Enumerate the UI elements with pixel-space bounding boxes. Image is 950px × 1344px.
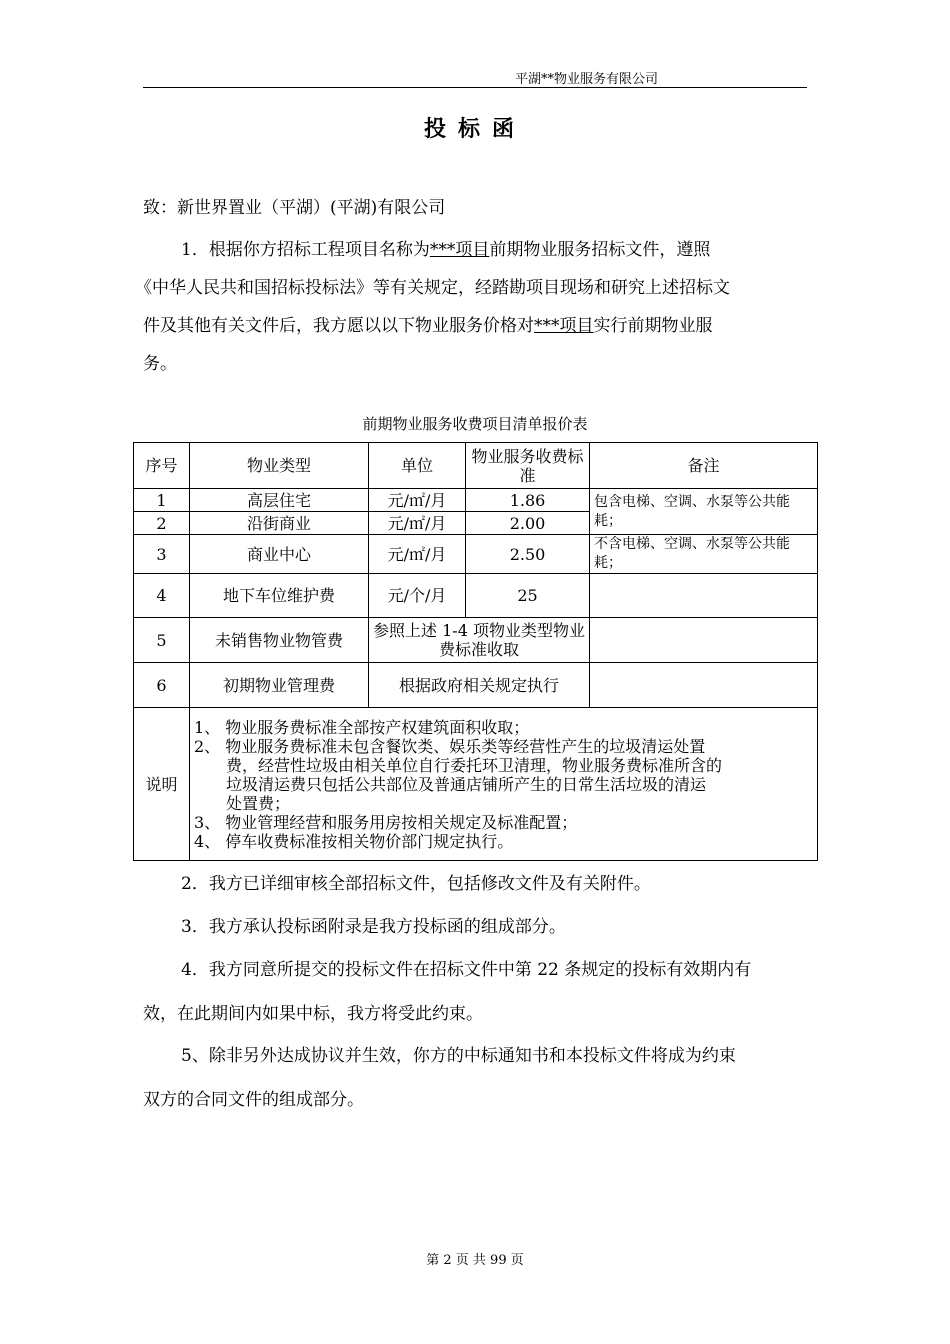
table-row: [134, 574, 818, 618]
row-no: 3: [134, 535, 190, 574]
paragraph-2: 2．我方已详细审核全部招标文件，包括修改文件及有关附件。: [181, 874, 651, 894]
paragraph-1: [135, 231, 730, 383]
paragraph-4-line-2: 效，在此期间内如果中标，我方将受此约束。: [143, 1004, 483, 1024]
table-row: [134, 663, 818, 708]
header-company: 平湖**物业服务有限公司: [515, 72, 659, 87]
table-header-row: [134, 443, 818, 489]
paragraph-1-line-1: [143, 231, 730, 269]
paragraph-3: 3．我方承认投标函附录是我方投标函的组成部分。: [181, 917, 566, 937]
remark-item-cont: 费，经营性垃圾由相关单位自行委托环卫清理，物业服务费标准所含的: [226, 755, 723, 775]
paragraph-1-line-3: [143, 307, 730, 345]
remark-item: 4、 停车收费标准按相关物价部门规定执行。: [194, 831, 514, 851]
row-no: 5: [134, 618, 190, 663]
remark-item-cont: 处置费；: [226, 793, 291, 813]
row-type: 商业中心: [190, 535, 369, 574]
row-type: 初期物业管理费: [190, 663, 369, 708]
row-merged-standard: 参照上述 1-4 项物业类型物业费标准收取: [369, 618, 590, 663]
row-type: 地下车位维护费: [190, 574, 369, 618]
paragraph-4: [143, 951, 751, 1033]
row-unit: 元/个/月: [369, 574, 466, 618]
row-type: 未销售物业物管费: [190, 618, 369, 663]
table-row: [134, 535, 818, 574]
row-merged-standard: 根据政府相关规定执行: [369, 663, 590, 708]
row-no: 6: [134, 663, 190, 708]
p1-l1-pre: 1．根据你方招标工程项目名称为: [181, 240, 430, 260]
row-std: 2.00: [466, 512, 590, 535]
row-unit: 元/㎡/月: [369, 489, 466, 512]
remark-item: 2、 物业服务费标准未包含餐饮类、娱乐类等经营性产生的垃圾清运处置: [194, 736, 706, 756]
p1-l3-pre: 件及其他有关文件后，我方愿以以下物业服务价格对: [143, 316, 534, 336]
remarks-list: [190, 708, 818, 861]
table-caption: 前期物业服务收费项目清单报价表: [362, 415, 588, 433]
header-std: 物业服务收费标准: [466, 443, 590, 489]
note-group-1: 包含电梯、空调、水泵等公共能耗；: [590, 489, 818, 535]
paragraph-4-line-1: 4．我方同意所提交的投标文件在招标文件中第 22 条规定的投标有效期内有: [181, 960, 752, 980]
remarks-row: [134, 708, 818, 861]
paragraph-1-line-2: 《中华人民共和国招标投标法》等有关规定，经踏勘项目现场和研究上述招标文: [135, 278, 730, 298]
row-type: 沿街商业: [190, 512, 369, 535]
remarks-label: 说明: [134, 708, 190, 861]
paragraph-5-line-1: 5、除非另外达成协议并生效，你方的中标通知书和本投标文件将成为约束: [181, 1046, 736, 1066]
project-name-2: ***项目: [534, 316, 594, 336]
paragraph-5: [143, 1037, 736, 1119]
remark-item: 3、 物业管理经营和服务用房按相关规定及标准配置；: [194, 812, 578, 832]
row-unit: 元/㎡/月: [369, 512, 466, 535]
paragraph-1-line-4: 务。: [143, 354, 177, 374]
row-note-empty: [590, 618, 818, 663]
table-row: [134, 618, 818, 663]
note-group-2: 不含电梯、空调、水泵等公共能耗；: [590, 535, 818, 574]
page-title: 投标函: [423, 116, 526, 142]
salutation: 致：新世界置业（平湖）(平湖)有限公司: [143, 198, 446, 218]
remark-item: 1、 物业服务费标准全部按产权建筑面积收取；: [194, 717, 530, 737]
row-no: 4: [134, 574, 190, 618]
row-no: 1: [134, 489, 190, 512]
header-unit: 单位: [369, 443, 466, 489]
page-number: 第 2 页 共 99 页: [426, 1253, 524, 1268]
header-type: 物业类型: [190, 443, 369, 489]
row-std: 1.86: [466, 489, 590, 512]
row-note-empty: [590, 663, 818, 708]
paragraph-5-line-2: 双方的合同文件的组成部分。: [143, 1090, 364, 1110]
fee-table: [133, 442, 818, 861]
header-note: 备注: [590, 443, 818, 489]
table-row: [134, 489, 818, 512]
project-name-1: ***项目: [429, 240, 490, 260]
p1-l3-post: 实行前期物业服: [593, 316, 713, 336]
row-note-empty: [590, 574, 818, 618]
remark-item-cont: 垃圾清运费只包括公共部位及普通店铺所产生的日常生活垃圾的清运: [226, 774, 707, 794]
row-std: 25: [466, 574, 590, 618]
row-type: 高层住宅: [190, 489, 369, 512]
header-no: 序号: [134, 443, 190, 489]
header-rule: [143, 87, 807, 88]
p1-l1-post: 前期物业服务招标文件，遵照: [489, 240, 711, 260]
row-no: 2: [134, 512, 190, 535]
row-unit: 元/㎡/月: [369, 535, 466, 574]
row-std: 2.50: [466, 535, 590, 574]
